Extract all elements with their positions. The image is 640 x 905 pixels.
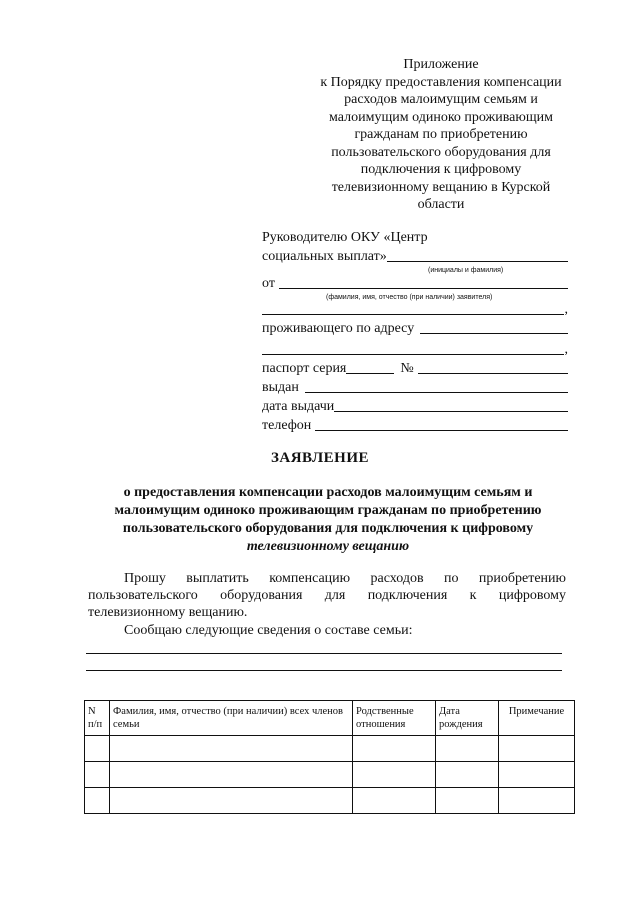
table-row [85, 736, 575, 762]
address-continuation-row [262, 340, 568, 358]
address-field[interactable] [420, 333, 568, 334]
header-full-name: Фамилия, имя, отчество (при наличии) всех членов семьи [110, 701, 353, 736]
issue-date-row [262, 397, 568, 415]
table-row [85, 762, 575, 788]
request-paragraph: Прошу выплатить компенсацию расходов по приобретению пользовательского оборудования для подключения к цифровому телевизионному вещанию. [88, 571, 566, 620]
table-cell[interactable] [499, 736, 575, 762]
passport-series-label: паспорт серия [262, 361, 347, 376]
header-note: Примечание [499, 701, 575, 736]
table-cell[interactable] [110, 762, 353, 788]
table-row [85, 788, 575, 814]
table-header-row [85, 701, 575, 736]
table-cell[interactable] [499, 762, 575, 788]
table-cell[interactable] [85, 762, 110, 788]
appendix-line: подключения к цифровому [360, 162, 522, 177]
header-number: N п/п [85, 701, 110, 736]
addressee-hint: (инициалы и фамилия) [428, 267, 504, 274]
table-cell[interactable] [110, 788, 353, 814]
appendix-line: Приложение [403, 57, 479, 72]
phone-label: телефон [262, 418, 312, 433]
from-row [262, 274, 568, 292]
table-cell[interactable] [436, 736, 499, 762]
statement-purpose-text: о предоставления компенсации расходов малоимущим семьям и малоимущим одиноко проживающим гражданам по приобретению пользовательского оборудования для подключения к цифровому [114, 485, 542, 536]
address-label: проживающего по адресу [262, 321, 415, 336]
table-cell[interactable] [353, 736, 436, 762]
statement-purpose [86, 484, 570, 556]
address-continuation-field[interactable] [262, 354, 564, 355]
table-cell[interactable] [110, 736, 353, 762]
phone-row [262, 416, 568, 434]
table-cell[interactable] [436, 788, 499, 814]
issued-field[interactable] [305, 392, 568, 393]
issued-row [262, 378, 568, 396]
addressee-to-line1: Руководителю ОКУ «Центр [262, 230, 428, 245]
issue-date-field[interactable] [334, 411, 568, 412]
issued-label: выдан [262, 380, 299, 395]
passport-row [262, 359, 568, 377]
appendix-line: гражданам по приобретению [354, 127, 528, 142]
addressee-name-field[interactable] [387, 261, 568, 262]
statement-title: ЗАЯВЛЕНИЕ [270, 450, 370, 466]
family-info-line[interactable] [86, 653, 562, 654]
comma: , [564, 302, 568, 317]
header-birth-date: Дата рождения [436, 701, 499, 736]
table-cell[interactable] [436, 762, 499, 788]
appendix-header [298, 56, 584, 214]
comma: , [564, 342, 568, 357]
family-info-line[interactable] [86, 670, 562, 671]
addressee-name-row [262, 247, 568, 265]
family-table [84, 700, 575, 814]
appendix-line: малоимущим одиноко проживающим [329, 109, 553, 125]
passport-series-field[interactable] [346, 373, 394, 374]
passport-number-field[interactable] [418, 373, 568, 374]
appendix-line: области [417, 197, 465, 212]
table-cell[interactable] [499, 788, 575, 814]
addressee-to-line2: социальных выплат» [262, 249, 387, 264]
appendix-line: расходов малоимущим семьям и [344, 92, 538, 107]
table-cell[interactable] [85, 788, 110, 814]
from-field[interactable] [279, 288, 568, 289]
passport-number-label: № [400, 361, 414, 376]
table-cell[interactable] [85, 736, 110, 762]
family-paragraph: Сообщаю следующие сведения о составе семьи: [124, 623, 413, 638]
statement-purpose-italic: телевизионному вещанию [246, 539, 410, 554]
phone-field[interactable] [315, 430, 568, 431]
from-continuation-field[interactable] [262, 314, 564, 315]
from-continuation-row [262, 300, 568, 318]
header-relation: Родственные отношения [353, 701, 436, 736]
table-cell[interactable] [353, 788, 436, 814]
issue-date-label: дата выдачи [262, 399, 335, 414]
from-label: от [262, 276, 275, 291]
appendix-line: телевизионному вещанию в Курской [331, 179, 551, 195]
addressee-to-row [262, 228, 568, 246]
appendix-line: пользовательского оборудования для [331, 144, 551, 160]
appendix-line: к Порядку предоставления компенсации [320, 74, 562, 90]
address-row [262, 319, 568, 337]
table-cell[interactable] [353, 762, 436, 788]
from-hint: (фамилия, имя, отчество (при наличии) заявителя) [326, 294, 493, 301]
